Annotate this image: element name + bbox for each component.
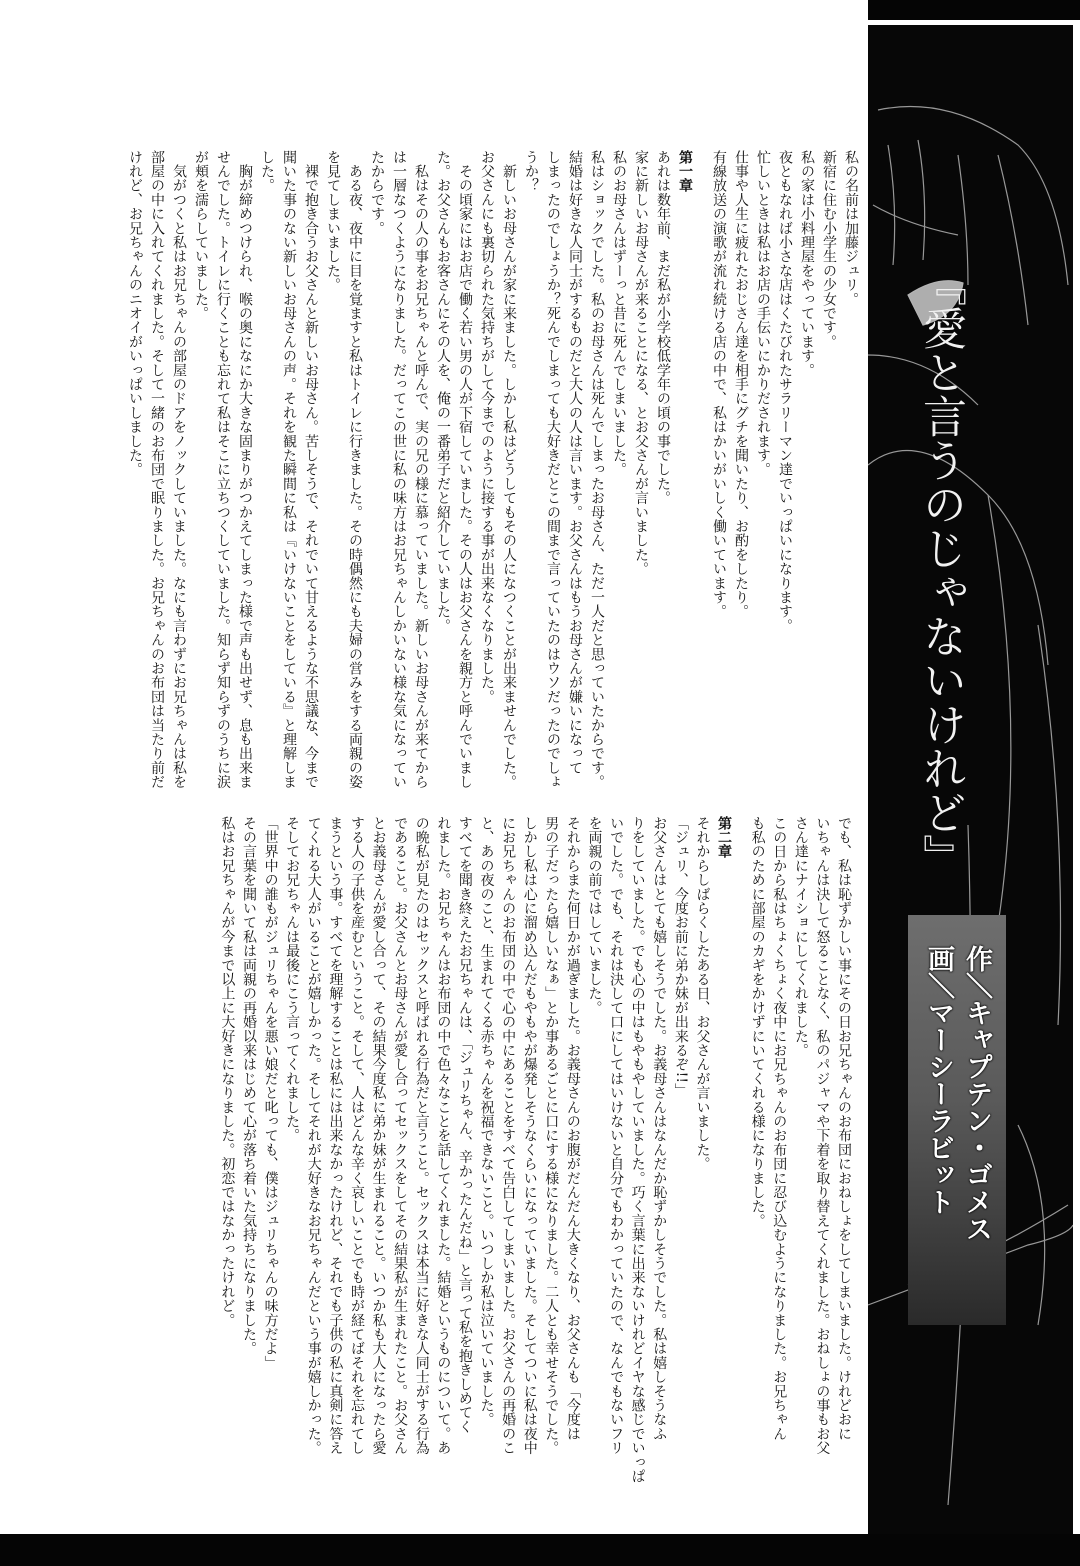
text-line: お父さんはとても嬉しそうでした。お義母さんはなんだか恥ずかしそうでした。私は嬉しそうなふ xyxy=(651,816,668,1441)
text-line: その頃家にはお店で働く若い男の人が下宿していました。その人はお父さんを親方と呼んでいまし xyxy=(457,150,473,789)
text-line: 私はその人の事をお兄ちゃんと呼んで、実の兄の様に慕っていました。新しいお母さんが来てから xyxy=(413,150,429,789)
text-line: うか？ xyxy=(523,150,539,193)
text-line: その言葉を聞いて私は両親の再婚以来はじめて心が落ち着いた気持ちになりました。 xyxy=(240,816,257,1356)
text-line: 私はショックでした。私のお母さんは死んでしまったお母さん、ただ一人だと思っていたからです。 xyxy=(589,150,605,789)
text-line: まうという事。すべてを理解することは私には出来なかったけれど、それでも子供の私に真剣に答え xyxy=(327,816,344,1455)
text-line: しまったのでしょうか？死んでしまっても大好きだとこの間まで言っていたのはウソだったのでしょ xyxy=(545,150,561,789)
text-line: さん達にナイショにしてくれました。 xyxy=(792,816,809,1058)
text-line: 部屋の中に入れてくれました。そして一緒のお布団で眠りました。お兄ちゃんのお布団は当たり前だ xyxy=(149,150,165,789)
girl-illustration xyxy=(868,25,1073,1566)
top-black-band xyxy=(868,0,1080,20)
story-title: 『愛と言うのじゃないけれど』 xyxy=(915,262,966,878)
text-line: たからです。 xyxy=(369,150,385,236)
text-line: それからしばらくしたある日、お父さんが言いました。 xyxy=(694,816,711,1171)
text-line: にお兄ちゃんのお布団の中で心の中にあることをすべて告白してしまいました。お父さんの再婚のこ xyxy=(500,816,517,1455)
text-line: は一層なつくようになりました。だってこの世に私の味方はお兄ちゃんしかいない様な気になってい xyxy=(391,150,407,789)
text-line: 結婚は好きな人同士がするものだと大人の人は言います。お父さんはもうお母さんが嫌いになって xyxy=(567,150,583,775)
text-line xyxy=(696,150,708,810)
text-line: も私のために部屋のカギをかけずにいてくれる様になりました。 xyxy=(749,816,766,1228)
title-illustration-panel xyxy=(868,25,1073,1566)
text-line xyxy=(734,816,746,1446)
text-line: ある夜、夜中に目を覚ますと私はトイレに行きました。その時偶然にも夫婦の営みをする両親の姿 xyxy=(347,150,363,789)
story-text-part-2 xyxy=(176,816,854,1484)
chapter-heading: 第一章 xyxy=(677,150,693,193)
text-line: 聞いた事のない新しいお母さんの声。それを観た瞬間に私は『いけないことをしている』と理解しま xyxy=(281,150,297,789)
text-line: 私の名前は加藤ジュリ。 xyxy=(843,150,859,307)
text-line: と、あの夜のこと、生まれてくる赤ちゃんを祝福できないこと。いつしか私は泣いていました。 xyxy=(478,816,495,1427)
text-line: いちゃんは決して怒ることなく、私のパジャマや下着を取り替えてくれました。おねしょの事もお父 xyxy=(814,816,831,1455)
text-line: 胸が締めつけられ、喉の奥になにか大きな固まりがつかえてしまった様で声も出せず、息も出来ま xyxy=(237,150,253,789)
text-line: した。 xyxy=(259,150,275,193)
text-line: が頬を濡らしていました。 xyxy=(193,150,209,321)
bottom-black-band xyxy=(0,1534,1080,1566)
text-line: 仕事や人生に疲れたおじさん達を相手にグチを聞いたり、お酌をしたり。 xyxy=(733,150,749,619)
text-line: 裸で抱き合うお父さんと新しいお母さん。苦しそうで、それでいて甘えるような不思議な、今まで xyxy=(303,150,319,789)
story-text-part-1 xyxy=(104,150,862,810)
writer-credit: 作＼キャプテン・ゴメス xyxy=(961,945,992,1242)
chapter-heading: 第二章 xyxy=(716,816,733,859)
text-line: そしてお兄ちゃんは最後にこう言ってくれました。 xyxy=(284,816,301,1143)
text-line: 気がつくと私はお兄ちゃんの部屋のドアをノックしていました。なにも言わずにお兄ちゃんは私を xyxy=(171,150,187,789)
text-line: けれど、お兄ちゃんのニオイがいっぱいしました。 xyxy=(127,150,143,477)
text-line: でも、私は恥ずかしい事にその日お兄ちゃんのお布団におねしょをしてしまいました。けれどおに xyxy=(836,816,852,1441)
text-line: 私の家は小料理屋をやっています。 xyxy=(799,150,815,378)
text-line: を見てしまいました。 xyxy=(325,150,341,292)
text-line: せんでした。トイレに行くことも忘れて私はそこに立ちつくしていました。知らず知らずのうちに涙 xyxy=(215,150,231,789)
text-line: あれは数年前、まだ私が小学校低学年の頃の事でした。 xyxy=(655,150,671,505)
text-line: りをしていました。でも心の中はもやもやしていました。巧く言葉に出来ないけれどイヤな感じでいっぱ xyxy=(629,816,646,1484)
text-line: 私はお兄ちゃんが今まで以上に大好きになりました。初恋ではなかったけれど。 xyxy=(219,816,236,1328)
text-line: 新宿に住む小学生の少女です。 xyxy=(821,150,837,349)
text-line: 夜ともなれば小さな店はくたびれたサラリーマン達でいっぱいになります。 xyxy=(777,150,793,633)
text-line: お父さんにも裏切られた気持ちがして今までのように接する事が出来なくなりました。 xyxy=(479,150,495,704)
text-line: てくれる大人がいることが嬉しかった。そしてそれが大好きなお兄ちゃんだという事が嬉しかった。 xyxy=(305,816,322,1455)
text-line: 「ジュリ、今度お前に弟か妹が出来るぞ!!」 xyxy=(672,816,689,1098)
text-line: た。お父さんもお客さんにその人を、俺の一番弟子だと紹介していました。 xyxy=(435,150,451,633)
text-line: 男の子だったら嬉しいなぁ」とか事あるごとに口にする様になりました。二人とも幸せそうでした。 xyxy=(543,816,560,1455)
text-line: いでした。でも、それは決して口にしてはいけないと自分でもわかっていたので、なんでもないフリ xyxy=(608,816,625,1455)
text-line: れました。お兄ちゃんはお布団の中で色々なことを話してくれました。結婚というものについて。あ xyxy=(435,816,452,1455)
text-line: する人の子供を産むということ。そして、人はどんな辛く哀しいことでも時が経てばそれを忘れてし xyxy=(348,816,365,1455)
artist-credit: 画＼マーシーラビット xyxy=(923,945,954,1215)
credits-box xyxy=(908,915,1006,1325)
text-line: 「世界中の誰もがジュリちゃんを悪い娘だと叱っても、僕はジュリちゃんの味方だよ」 xyxy=(262,816,279,1370)
text-line: であること。お父さんとお母さんが愛し合ってセックスをしてその結果私が生まれたこと。お父さん xyxy=(392,816,409,1455)
text-line: を両親の前ではしていました。 xyxy=(586,816,603,1015)
text-line: 新しいお母さんが家に来ました。しかし私はどうしてもその人になつくことが出来ませんでした。 xyxy=(501,150,517,789)
text-line: 有線放送の演歌が流れ続ける店の中で、私はかいがいしく働いています。 xyxy=(711,150,727,619)
text-line: すべてを聞き終えたお兄ちゃんは、「ジュリちゃん、辛かったんだね」と言って私を抱きしめてく xyxy=(456,816,473,1434)
text-line: しかし私は心に溜め込んだもやもやが爆発しそうなくらいになっていました。そしてついに私は夜中 xyxy=(521,816,538,1455)
text-line: 忙しいときは私はお店の手伝いにかりだされます。 xyxy=(755,150,771,477)
text-line: 家に新しいお母さんが来ることになる、とお父さんが言いました。 xyxy=(633,150,649,576)
text-line: の晩私が見たのはセックスと呼ばれる行為だと言うこと。セックスは本当に好きな人同士がする行為 xyxy=(413,816,430,1455)
text-line: それからまた何日かが過ぎました。お義母さんのお腹がだんだん大きくなり、お父さんも「今度は xyxy=(564,816,581,1441)
text-line: 私のお母さんはずーっと昔に死んでしまいました。 xyxy=(611,150,627,477)
text-line: この日から私はちょくちょく夜中にお兄ちゃんのお布団に忍び込むようになりました。お兄ちゃん xyxy=(771,816,788,1441)
text-line: とお義母さんが愛し合って、その結果今度私に弟か妹が生まれること。いつか私も大人になったら愛 xyxy=(370,816,387,1456)
